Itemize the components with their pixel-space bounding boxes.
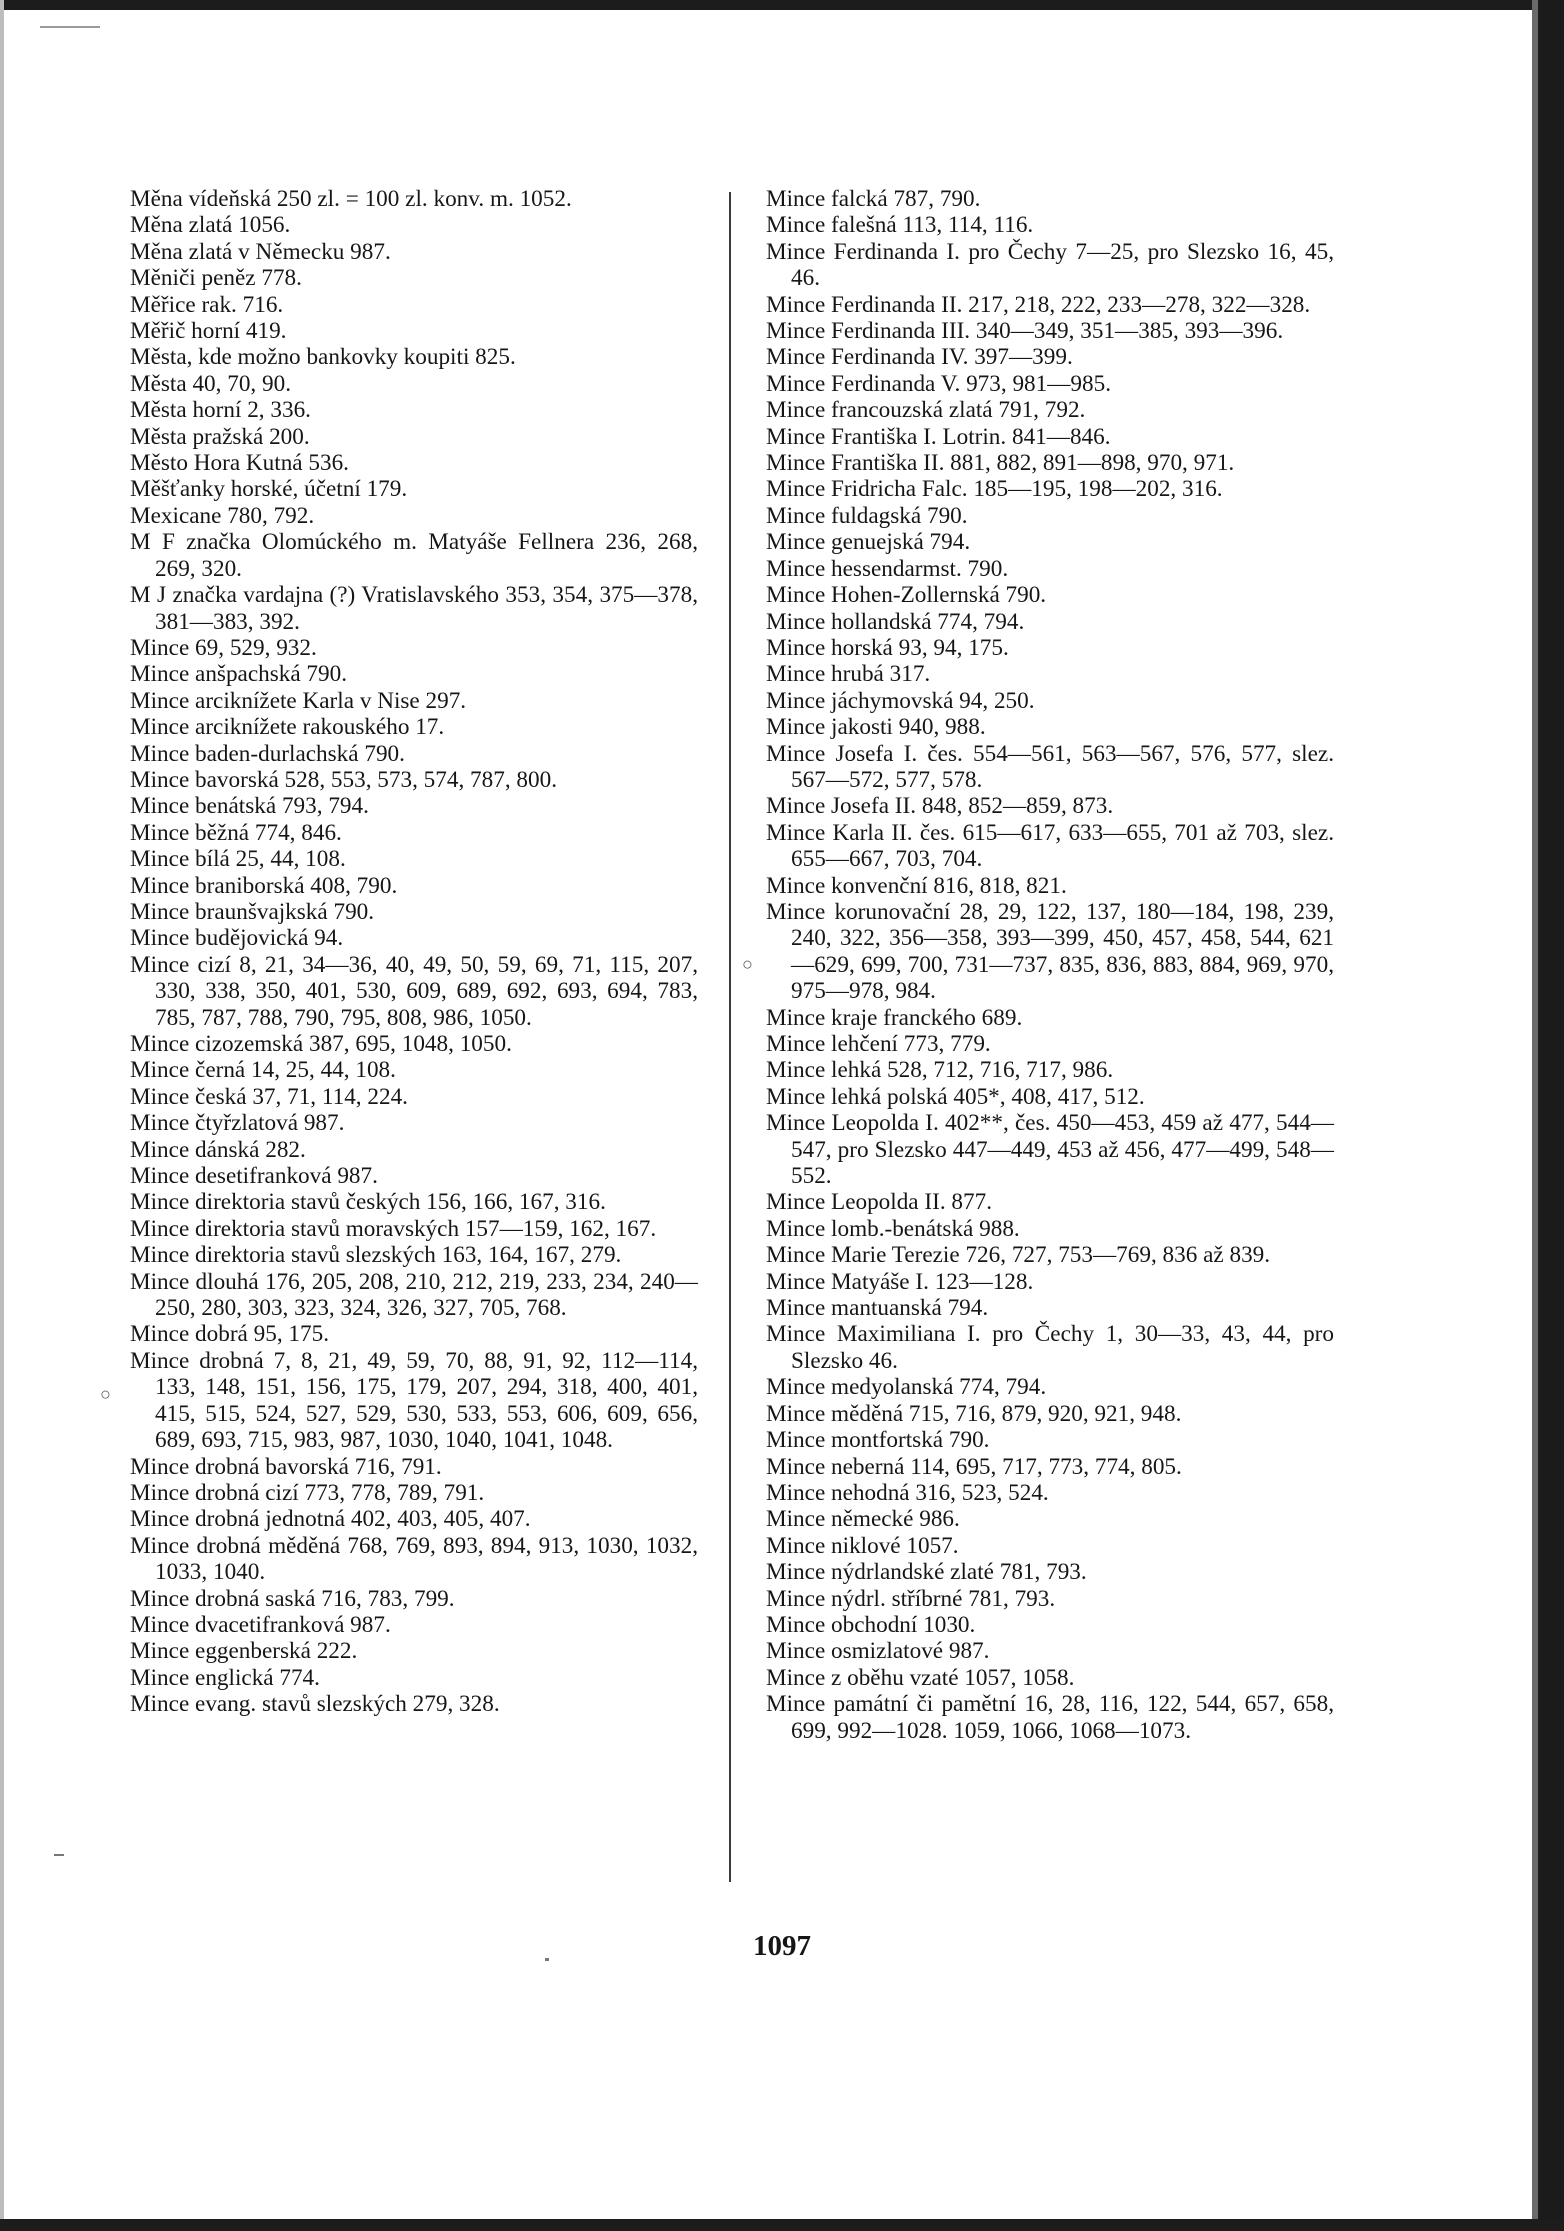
index-entry: Mince česká 37, 71, 114, 224. (130, 1083, 408, 1110)
index-entry: Mince z oběhu vzaté 1057, 1058. (766, 1664, 1075, 1691)
index-entry: Mince Fridricha Falc. 185—195, 198—202, 316. (766, 476, 1223, 503)
index-entry: Mince baden-durlachská 790. (130, 740, 405, 767)
index-entry: Mince anšpachská 790. (130, 661, 347, 688)
index-entry: Mexicane 780, 792. (130, 502, 315, 529)
index-entry: Mince lehká polská 405*, 408, 417, 512. (766, 1083, 1145, 1110)
index-entry: Měniči peněz 778. (130, 265, 302, 292)
index-entry: Mince horská 93, 94, 175. (766, 634, 1009, 661)
index-entry: Mince braunšvajkská 790. (130, 898, 375, 925)
index-entry: Měna zlatá 1056. (130, 212, 291, 239)
margin-circle-mark: ○ (742, 954, 753, 974)
index-entry: Mince Leopolda I. 402**, čes. 450—453, 459 až 477, 544—547, pro Slezsko 447—449, 453 až 456, 477—499, 548—552. (766, 1110, 1334, 1190)
index-entry: Měřice rak. 716. (130, 291, 284, 318)
index-column-right (766, 186, 1334, 1744)
index-entry: Mince Matyáše I. 123—128. (766, 1268, 1034, 1295)
index-entry: Mince Františka I. Lotrin. 841—846. (766, 423, 1111, 450)
index-entry: Mince hollandská 774, 794. (766, 608, 1025, 635)
index-entry: Mince cizí 8, 21, 34—36, 40, 49, 50, 59, 69, 71, 115, 207, 330, 338, 350, 401, 530, 609, 689, 692, 693, 694, 783, 785, 787, 788, 790, 795, 808, 986, 1050. (130, 951, 698, 1031)
index-entry: Měřič horní 419. (130, 318, 287, 345)
index-entry: Mince Josefa I. čes. 554—561, 563—567, 576, 577, slez. 567—572, 577, 578. (766, 740, 1334, 793)
index-entry: Mince fuldagská 790. (766, 502, 968, 529)
index-entry: Mince nýdrl. stříbrné 781, 793. (766, 1585, 1056, 1612)
index-entry: Mince dánská 282. (130, 1136, 306, 1163)
scan-mark (40, 26, 100, 28)
index-entry: Mince Ferdinanda I. pro Čechy 7—25, pro Slezsko 16, 45, 46. (766, 238, 1334, 292)
index-entry: Mince benátská 793, 794. (130, 793, 369, 820)
index-entry: Mince Ferdinanda IV. 397—399. (766, 344, 1073, 371)
index-entry: Mince braniborská 408, 790. (130, 872, 398, 899)
index-entry: Mince falešná 113, 114, 116. (766, 212, 1034, 239)
index-entry: Mince Ferdinanda V. 973, 981—985. (766, 370, 1111, 397)
scan-border-left (0, 0, 4, 2231)
index-entry: Mince dlouhá 176, 205, 208, 210, 212, 219, 233, 234, 240—250, 280, 303, 323, 324, 326, 327, 705, 768. (130, 1268, 698, 1322)
index-entry: Mince drobná jednotná 402, 403, 405, 407. (130, 1506, 531, 1533)
index-entry: Měna vídeňská 250 zl. = 100 zl. konv. m. 1052. (130, 186, 572, 212)
index-entry: Mince arciknížete rakouského 17. (130, 714, 445, 741)
index-entry: Mince Ferdinanda II. 217, 218, 222, 233—278, 322—328. (766, 291, 1311, 318)
index-entry: Mince drobná 7, 8, 21, 49, 59, 70, 88, 91, 92, 112—114, 133, 148, 151, 156, 175, 179, 207, 294, 318, 400, 401, 415, 515, 524, 527, 529, 530, 533, 553, 606, 609, 656, 689, 693, 715, 983, 987, 1030, 1040, 1041, 1048. (130, 1347, 698, 1454)
index-entry: Mince jakosti 940, 988. (766, 714, 986, 741)
scan-border-right (1538, 0, 1564, 2231)
index-entry: Mince jáchymovská 94, 250. (766, 687, 1035, 714)
index-entry: Mince památní či pamětní 16, 28, 116, 122, 544, 657, 658, 699, 992—1028. 1059, 1066, 1068—1073. (766, 1691, 1334, 1744)
index-entry: M J značka vardajna (?) Vratislavského 353, 354, 375—378, 381—383, 392. (130, 582, 698, 635)
index-entry: Mince lehčení 773, 779. (766, 1031, 991, 1057)
index-entry: Mince konvenční 816, 818, 821. (766, 872, 1067, 899)
index-entry: Mince englická 774. (130, 1664, 320, 1691)
index-entry: Mince direktoria stavů moravských 157—159, 162, 167. (130, 1215, 657, 1242)
index-entry: Města 40, 70, 90. (130, 370, 292, 397)
index-entry: Mince Marie Terezie 726, 727, 753—769, 836 až 839. (766, 1242, 1271, 1269)
margin-circle-mark: ○ (100, 1384, 111, 1404)
index-entry: Mince evang. stavů slezských 279, 328. (130, 1691, 500, 1718)
index-entry: Mince dobrá 95, 175. (130, 1321, 329, 1348)
index-entry: Mince montfortská 790. (766, 1427, 990, 1454)
index-entry: Mince černá 14, 25, 44, 108. (130, 1057, 396, 1084)
index-entry: Mince eggenberská 222. (130, 1638, 358, 1665)
index-entry: Mince nehodná 316, 523, 524. (766, 1479, 1049, 1506)
index-entry: Mince obchodní 1030. (766, 1611, 976, 1638)
index-entry: Mince francouzská zlatá 791, 792. (766, 397, 1086, 424)
index-entry: Měšťanky horské, účetní 179. (130, 476, 408, 503)
index-entry: Mince kraje franckého 689. (766, 1004, 1023, 1031)
margin-dash-mark (54, 1854, 64, 1856)
scan-border-bottom (0, 2219, 1564, 2231)
index-column-left (130, 186, 698, 1718)
index-entry: Mince Maximiliana I. pro Čechy 1, 30—33, 43, 44, pro Slezsko 46. (766, 1321, 1334, 1374)
index-entry: Mince mantuanská 794. (766, 1295, 989, 1322)
index-entry: Mince direktoria stavů českých 156, 166, 167, 316. (130, 1189, 606, 1216)
index-entry: Město Hora Kutná 536. (130, 450, 349, 477)
index-entry: Mince lomb.-benátská 988. (766, 1215, 1020, 1242)
index-entry: Mince nýdrlandské zlaté 781, 793. (766, 1559, 1087, 1586)
index-entry: Mince měděná 715, 716, 879, 920, 921, 948. (766, 1400, 1182, 1427)
index-entry: Mince hessendarmst. 790. (766, 555, 1009, 582)
index-entry: Mince desetifranková 987. (130, 1163, 378, 1190)
index-entry: Mince Františka II. 881, 882, 891—898, 970, 971. (766, 450, 1235, 477)
index-entry: Mince Josefa II. 848, 852—859, 873. (766, 793, 1114, 820)
index-entry: Mince dvacetifranková 987. (130, 1611, 391, 1638)
index-entry: Mince bílá 25, 44, 108. (130, 846, 346, 873)
index-entry: Mince neberná 114, 695, 717, 773, 774, 805. (766, 1453, 1182, 1480)
index-entry: Města horní 2, 336. (130, 397, 311, 424)
index-entry: Mince medyolanská 774, 794. (766, 1374, 1047, 1401)
page-number: 1097 (753, 1930, 811, 1962)
index-entry: Mince lehká 528, 712, 716, 717, 986. (766, 1057, 1114, 1084)
index-entry: Mince hrubá 317. (766, 661, 931, 688)
index-entry: Mince budějovická 94. (130, 925, 344, 952)
scan-border-top (0, 0, 1564, 10)
index-entry: Mince drobná bavorská 716, 791. (130, 1453, 442, 1480)
index-entry: Mince drobná měděná 768, 769, 893, 894, 913, 1030, 1032, 1033, 1040. (130, 1532, 698, 1586)
index-entry: Mince čtyřzlatová 987. (130, 1110, 345, 1137)
column-divider (729, 192, 731, 1882)
index-entry: Mince běžná 774, 846. (130, 819, 342, 846)
index-entry: Mince Ferdinanda III. 340—349, 351—385, 393—396. (766, 318, 1284, 345)
index-entry: Mince Karla II. čes. 615—617, 633—655, 701 až 703, slez. 655—667, 703, 704. (766, 819, 1334, 873)
index-entry: Mince cizozemská 387, 695, 1048, 1050. (130, 1031, 512, 1057)
index-entry: Mince arciknížete Karla v Nise 297. (130, 687, 467, 714)
index-entry: Mince korunovační 28, 29, 122, 137, 180—184, 198, 239, 240, 322, 356—358, 393—399, 450, 457, 458, 544, 621—629, 699, 700, 731—737, 835, 836, 883, 884, 969, 970, 975—978, 984. (766, 898, 1334, 1005)
index-entry: Mince osmizlatové 987. (766, 1638, 990, 1665)
index-entry: Města pražská 200. (130, 423, 310, 450)
index-entry: Mince drobná saská 716, 783, 799. (130, 1585, 455, 1612)
index-entry: Mince bavorská 528, 553, 573, 574, 787, 800. (130, 766, 557, 793)
index-entry: Měna zlatá v Německu 987. (130, 238, 391, 265)
index-entry: Mince direktoria stavů slezských 163, 164, 167, 279. (130, 1242, 622, 1269)
index-entry: Mince Hohen-Zollernská 790. (766, 582, 1047, 609)
index-entry: Mince genuejská 794. (766, 529, 971, 556)
index-entry: Mince falcká 787, 790. (766, 186, 981, 212)
index-entry: Mince 69, 529, 932. (130, 634, 317, 661)
index-entry: Mince německé 986. (766, 1506, 960, 1533)
index-entry: Mince Leopolda II. 877. (766, 1189, 993, 1216)
index-entry: Mince drobná cizí 773, 778, 789, 791. (130, 1479, 485, 1506)
index-entry: Města, kde možno bankovky koupiti 825. (130, 344, 516, 371)
index-entry: Mince niklové 1057. (766, 1532, 959, 1559)
index-entry: M F značka Olomúckého m. Matyáše Fellnera 236, 268, 269, 320. (130, 529, 698, 582)
